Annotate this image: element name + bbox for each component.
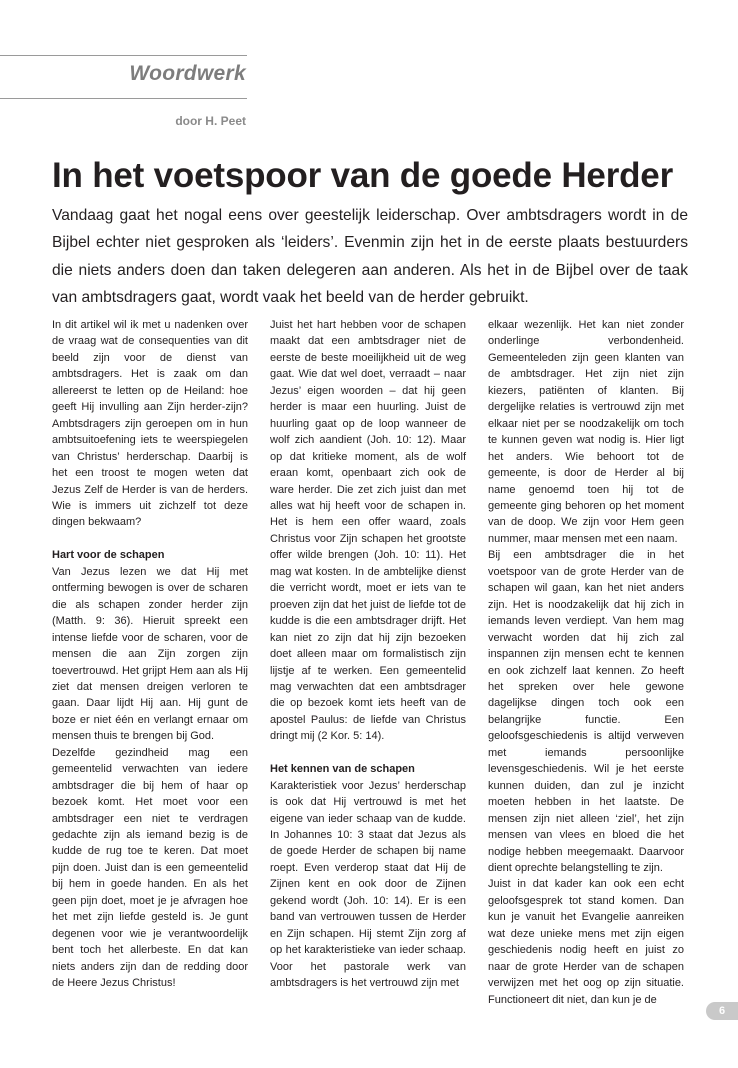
article-column-2 bbox=[270, 317, 466, 992]
paragraph: Van Jezus lezen we dat Hij met ontferming bewogen is over de scharen die als schapen zonder herder zijn (Matth. 9: 36). Hieruit spreekt een intense liefde voor de scharen, voor de mensen die aan Zijn zorgen zijn toevertrouwd. Het grijpt Hem aan als Hij ziet dat mensen dreigen verloren te gaan. Daar lijdt Hij aan. Hij gunt de boze er niet één en verlangt ernaar om mensen thuis te brengen bij God. bbox=[52, 565, 248, 743]
author-byline: door H. Peet bbox=[175, 114, 246, 128]
paragraph: In dit artikel wil ik met u nadenken over de vraag wat de consequenties van dit beeld zijn voor de dienst van ambtsdragers. Het is zaak om dan allereerst te letten op de Heiland: hoe geeft Hij invulling aan Zijn herder-zijn? Ambtsdragers zijn geroepen om in hun ambtsuitoefening iets te weerspiegelen van Christus’ herderschap. Daarbij is het een troost te mogen weten dat Jezus Zelf de Herder is van de herders. Wie is immers uit zichzelf tot deze dingen bekwaam? bbox=[52, 319, 248, 529]
paragraph: Bij een ambtsdrager die in het voetspoor van de grote Herder van de schapen wil gaan, kan het niet anders zijn. Het is noodzakelijk dat hij zich in iemands leven verdiept. Van hem mag verwacht worden dat hij zich zal inspannen zijn mensen echt te kennen en ook zichzelf laat kennen. Zo heeft het spreken over hele gewone dagelijkse dingen toch ook een belangrijke functie. Een geloofsgeschiedenis is altijd verweven met iemands persoonlijke levensgeschiedenis. Wil je het eerste kunnen duiden, dan zul je inzicht moeten hebben in het laatste. De mensen zijn niet alleen ‘ziel’, het zijn mensen van vlees en bloed die het nodige hebben meegemaakt. Daarvoor dient oprechte belangstelling te zijn. bbox=[488, 549, 684, 874]
article-headline: In het voetspoor van de goede Herder bbox=[52, 156, 673, 195]
section-rule-bottom bbox=[0, 98, 247, 99]
paragraph: Karakteristiek voor Jezus’ herderschap is ook dat Hij vertrouwd is met het eigene van ieder schaap van de kudde. In Johannes 10: 3 staat dat Jezus als de goede Herder de schapen bij name roept. Even verderop staat dat Hij de Zijnen kent en ook door de Zijnen gekend wordt (Joh. 10: 14). Er is een band van vertrouwen tussen de Herder en Zijn schapen. Hij stemt Zijn zorg af op het karakteristieke van ieder schaap. Voor het pastorale werk van ambtsdragers is het vertrouwd zijn met bbox=[270, 779, 466, 990]
subheading: Hart voor de schapen bbox=[52, 549, 165, 562]
article-column-3 bbox=[488, 317, 684, 1008]
paragraph: elkaar wezenlijk. Het kan niet zonder onderlinge verbondenheid. Gemeenteleden zijn geen klanten van de ambtsdrager. Het zijn niet zijn kiezers, patiënten of klanten. Bij dergelijke relaties is vertrouwd zijn met elkaar niet per se noodzakelijk om toch te kunnen geven wat nodig is. Hier ligt het anders. Wie behoort tot de gemeente, is door de Herder al bij name genoemd toen hij tot de gemeente ging behoren op het moment van de doop. We zijn voor Hem geen nummer, maar mensen met een naam. bbox=[488, 319, 684, 545]
paragraph: Juist het hart hebben voor de schapen maakt dat een ambtsdrager niet de eerste de beste moeilijkheid uit de weg gaat. Wie dat wel doet, verraadt – naar Jezus’ eigen woorden – dat hij geen herder is maar een huurling. Juist de huurling gaat op de loop wanneer de wolf zich aandient (Joh. 10: 12). Maar op dat kritieke moment, als de wolf eraan komt, openbaart zich ook de ware herder. Die zet zich juist dan met alles wat hij heeft voor de schapen in. Het is hem een offer waard, zoals Christus voor Zijn schapen het grootste offer wilde brengen (Joh. 10: 11). Het mag wat kosten. In de ambtelijke dienst die verricht wordt, moet er iets van te proeven zijn dat het juist de liefde tot de kudde is die een ambtsdrager drijft. Het kan niet zo zijn dat hij zijn bezoeken doet alleen maar om formalistisch zijn lijstje af te werken. Een gemeentelid mag verwachten dat een ambtsdrager die op bezoek komt iets heeft van de apostel Paulus: de liefde van Christus dringt mij (2 Kor. 5: 14). bbox=[270, 319, 466, 743]
article-intro: Vandaag gaat het nogal eens over geestelijk leiderschap. Over ambtsdragers wordt in de Bijbel echter niet gesproken als ‘leiders’. Evenmin zijn het in de eerste plaats bestuurders die niets anders doen dan taken delegeren aan anderen. Als het in de Bijbel over de taak van ambtsdragers gaat, wordt vaak het beeld van de herder gebruikt. bbox=[52, 207, 688, 306]
page-number: 6 bbox=[706, 1002, 738, 1020]
section-rule-top bbox=[0, 55, 247, 56]
paragraph: Dezelfde gezindheid mag een gemeentelid verwachten van iedere ambtsdrager die bij hem of haar op bezoek komt. Het moet voor een ambtsdrager een niet te verdragen gedachte zijn als iemand bezig is de kudde de rug toe te keren. Dat moet pijn doen. Juist dan is een gemeentelid bij hem in goede handen. En als het geen pijn doet, moet je je afvragen hoe het met zijn liefde gesteld is. Je gunt degenen voor wie je verantwoordelijk bent toch het allerbeste. En dat kan niets anders zijn dan de redding door de Heere Jezus Christus! bbox=[52, 746, 248, 990]
paragraph: Juist in dat kader kan ook een echt geloofsgesprek tot stand komen. Dan kun je vanuit het Evangelie aanreiken wat deze unieke mens met zijn eigen geschiedenis nodig heeft en juist zo naar de grote Herder van de schapen verwijzen met het oog op zijn situatie. Functioneert dit niet, dan kun je de bbox=[488, 878, 684, 1006]
subheading: Het kennen van de schapen bbox=[270, 763, 415, 776]
article-column-1 bbox=[52, 317, 248, 992]
section-title: Woordwerk bbox=[129, 62, 246, 85]
